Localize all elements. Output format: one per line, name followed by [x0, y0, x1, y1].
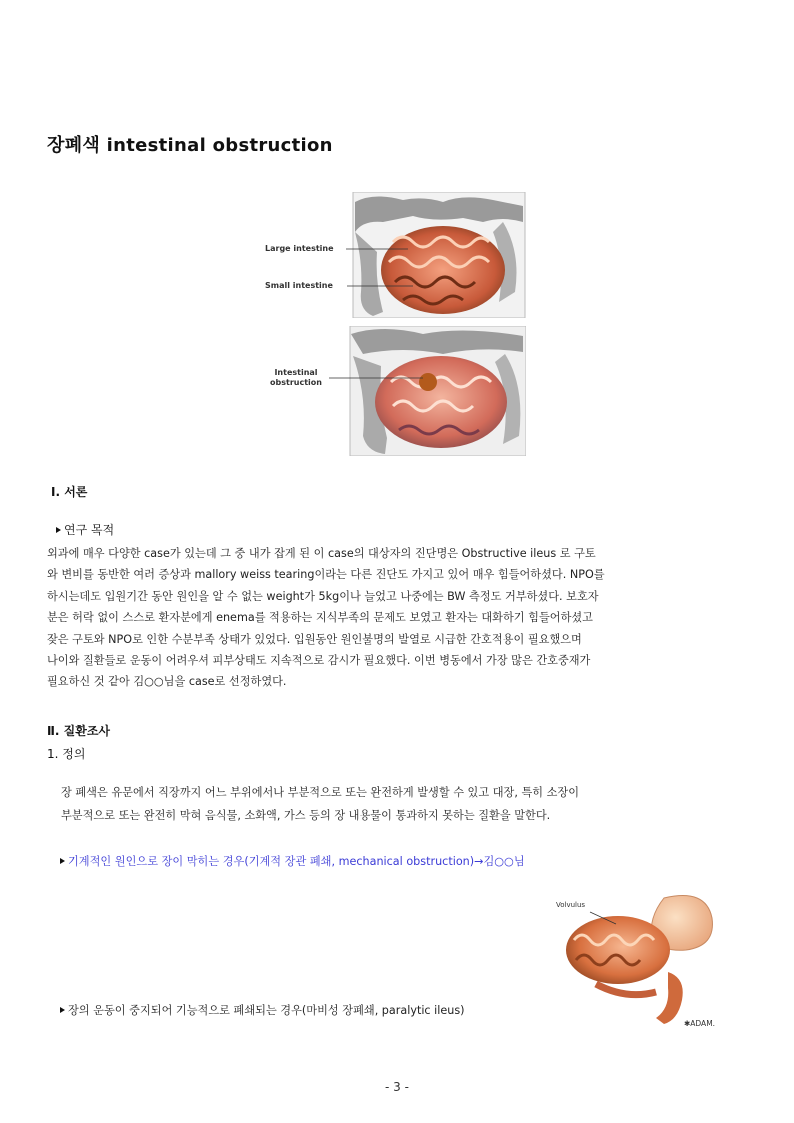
- definition-paragraph: [61, 781, 747, 827]
- paralytic-ileus-item: [60, 1000, 560, 1021]
- obstruction-label-line1: Intestinal: [274, 368, 318, 377]
- section-heading-introduction: Ⅰ. 서론: [51, 485, 88, 499]
- paragraph-line: 장 폐색은 유문에서 직장까지 어느 부위에서나 부분적으로 또는 완전하게 발생할 수 있고 대장, 특히 소장이: [61, 786, 580, 799]
- mechanical-obstruction-item: [60, 851, 660, 872]
- paralytic-ileus-text: 장의 운동이 중지되어 기능적으로 폐쇄되는 경우(마비성 장폐쇄, paralytic ileus): [68, 1004, 465, 1017]
- page-number: - 3 -: [385, 1080, 409, 1094]
- volvulus-label: Volvulus: [556, 901, 586, 909]
- volvulus-figure: [556, 888, 731, 1033]
- obstruction-anatomy-image: [263, 326, 526, 456]
- subheading-research-purpose: [56, 521, 114, 538]
- subheading-research-purpose-label: 연구 목적: [64, 523, 115, 537]
- large-intestine-label: Large intestine: [265, 244, 334, 253]
- paragraph-line: 잦은 구토와 NPO로 인한 수분부족 상태가 있었다. 입원동안 원인불명의 발열로 시급한 간호적용이 필요했으며: [47, 632, 582, 646]
- subheading-definition: 1. 정의: [47, 747, 86, 761]
- paragraph-line: 분은 허락 없이 스스로 환자분에게 enema를 적용하는 지식부족의 문제도 보였고 환자는 대화하기 힘들어하셨고: [47, 611, 593, 625]
- adam-credit-logo: ✱ADAM.: [684, 1019, 716, 1028]
- paragraph-line: 필요하신 것 같아 김○○님을 case로 선정하였다.: [47, 675, 287, 689]
- bullet-arrow-icon: [56, 527, 61, 533]
- mechanical-obstruction-text: 기계적인 원인으로 장이 막히는 경우(기계적 장관 폐쇄, mechanical obstruction)→김○○님: [68, 855, 525, 868]
- paragraph-line: 외과에 매우 다양한 case가 있는데 그 중 내가 잡게 된 이 case의 대상자의 진단명은 Obstructive ileus 로 구토: [47, 547, 596, 560]
- paragraph-line: 하시는데도 입원기간 동안 원인을 알 수 없는 weight가 5kg이나 늘었고 나중에는 BW 측정도 거부하셨다. 보호자: [47, 589, 599, 603]
- paragraph-line: 부분적으로 또는 완전히 막혀 음식물, 소화액, 가스 등의 장 내용물이 통과하지 못하는 질환을 말한다.: [61, 809, 551, 822]
- introduction-paragraph: [47, 543, 747, 693]
- paragraph-line: 와 변비를 동반한 여러 증상과 mallory weiss tearing이라는 다른 진단도 가지고 있어 매우 힘들어하셨다. NPO를: [47, 568, 605, 582]
- bullet-arrow-icon: [60, 1007, 65, 1013]
- obstruction-anatomy-figure: [263, 326, 526, 456]
- section-heading-disease-study: Ⅱ. 질환조사: [47, 724, 111, 738]
- intestine-anatomy-figure: [263, 192, 526, 318]
- bullet-arrow-icon: [60, 858, 65, 864]
- paragraph-line: 나이와 질환들로 운동이 어려우셔 피부상태도 지속적으로 감시가 필요했다. 이번 병동에서 가장 많은 간호중재가: [47, 654, 591, 668]
- obstruction-label-line2: obstruction: [270, 378, 322, 387]
- page-title: 장폐색 intestinal obstruction: [47, 135, 333, 156]
- small-intestine-label: Small intestine: [265, 281, 333, 290]
- intestine-anatomy-image: [263, 192, 526, 318]
